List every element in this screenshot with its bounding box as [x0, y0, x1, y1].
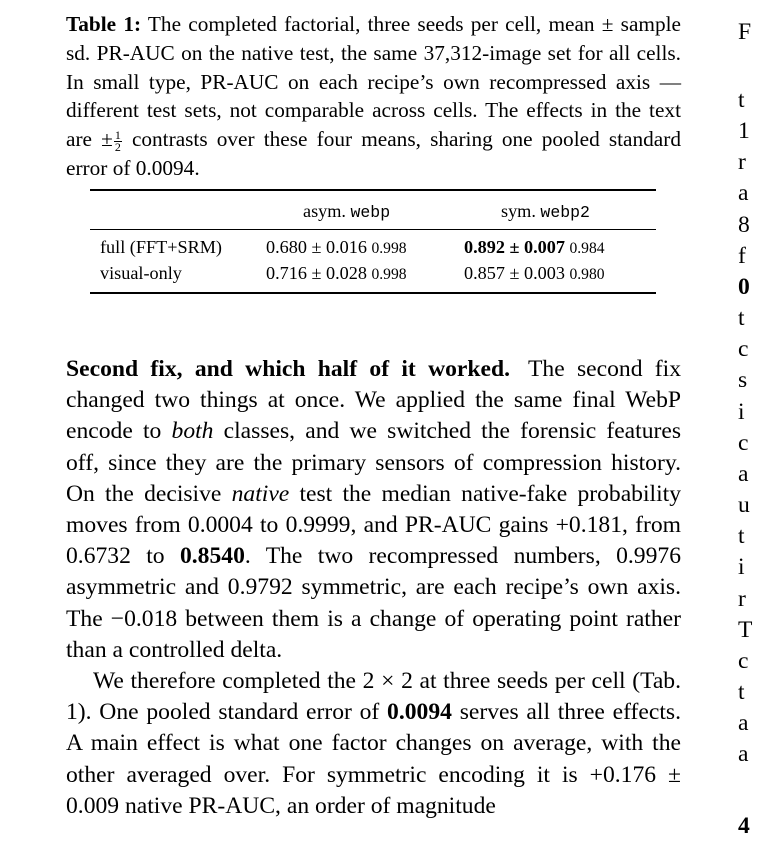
col-header-sym: sym. webp2 — [501, 201, 590, 222]
right-column-glyph: F — [738, 19, 752, 45]
table-mid-rule — [90, 229, 656, 230]
right-column-glyph: t — [738, 87, 745, 113]
col-header-asym: asym. webp — [303, 201, 391, 222]
right-column-glyph: 0 — [738, 274, 750, 300]
caption-label: Table 1: — [66, 12, 142, 36]
right-column-glyph: 8 — [738, 212, 750, 238]
section-body — [66, 354, 681, 822]
right-column-glyph: a — [738, 461, 749, 487]
right-column-glyph: a — [738, 741, 749, 767]
right-column-glyph: f — [738, 243, 746, 269]
table-row — [90, 237, 656, 261]
caption-text-2: contrasts over these four means, sharing one pooled standard error of 0.0094. — [66, 127, 681, 180]
right-column-glyph: a — [738, 710, 749, 736]
right-column-glyph: t — [738, 523, 745, 549]
right-column-glyph: c — [738, 430, 749, 456]
right-column-glyph: 4 — [738, 813, 750, 839]
cell-sym: 0.857 ± 0.003 0.980 — [464, 263, 605, 283]
right-column-glyph: s — [738, 367, 748, 393]
table-row — [90, 263, 656, 287]
right-column-glyph: t — [738, 305, 745, 331]
one-half-fraction: $\frac{1}{2}$ — [114, 127, 121, 154]
row-label: full (FFT+SRM) — [100, 237, 222, 257]
cell-asym: 0.716 ± 0.028 0.998 — [266, 263, 407, 283]
right-column-glyph: c — [738, 648, 749, 674]
right-column-glyph: a — [738, 180, 749, 206]
table-caption — [66, 10, 681, 183]
cell-asym: 0.680 ± 0.016 0.998 — [266, 237, 407, 257]
paragraph-2: We therefore completed the 2 × 2 at three seeds per cell (Tab. 1). One pooled standard error of 0.0094 serves all three effects. A main effect is what one factor changes on average, with the other averaged over. For symmetric encoding it is +0.176 ± 0.009 native PR-AUC, an order of magnitude — [66, 668, 681, 819]
right-column-glyph: r — [738, 149, 746, 175]
cell-sym: 0.892 ± 0.007 0.984 — [464, 237, 605, 257]
right-column-glyph: 1 — [738, 118, 750, 144]
paragraph-title: Second fix, and which half of it worked. — [66, 356, 510, 382]
right-column-glyph: t — [738, 679, 745, 705]
caption-text-1: The completed factorial, three seeds per cell, mean ± sample sd. PR-AUC on the native test, the same 37,312-image set for all cells. In small type, PR-AUC on each recipe’s own recompressed axis — different test sets, not comparable across cells. The effects in the text are ± — [66, 12, 681, 152]
right-column-glyph: i — [738, 554, 745, 580]
right-column-glyph: T — [738, 617, 753, 643]
table-top-rule — [90, 189, 656, 191]
paragraph-1: Second fix, and which half of it worked. The second fix changed two things at once. We applied the same final WebP encode to both classes, and we switched the forensic features off, since they are the primary sensors of compression history. On the decisive native test the median native-fake probability moves from 0.0004 to 0.9999, and PR-AUC gains +0.181, from 0.6732 to 0.8540. The two recompressed numbers, 0.9976 asymmetric and 0.9792 symmetric, are each recipe’s own axis. The −0.018 between them is a change of operating point rather than a controlled delta. — [66, 356, 682, 663]
right-column-glyph: i — [738, 399, 745, 425]
table-bottom-rule — [90, 292, 656, 294]
right-column-glyph: u — [738, 492, 750, 518]
right-column-glyph: r — [738, 586, 746, 612]
row-label: visual-only — [100, 263, 182, 283]
right-column-glyph: c — [738, 336, 749, 362]
